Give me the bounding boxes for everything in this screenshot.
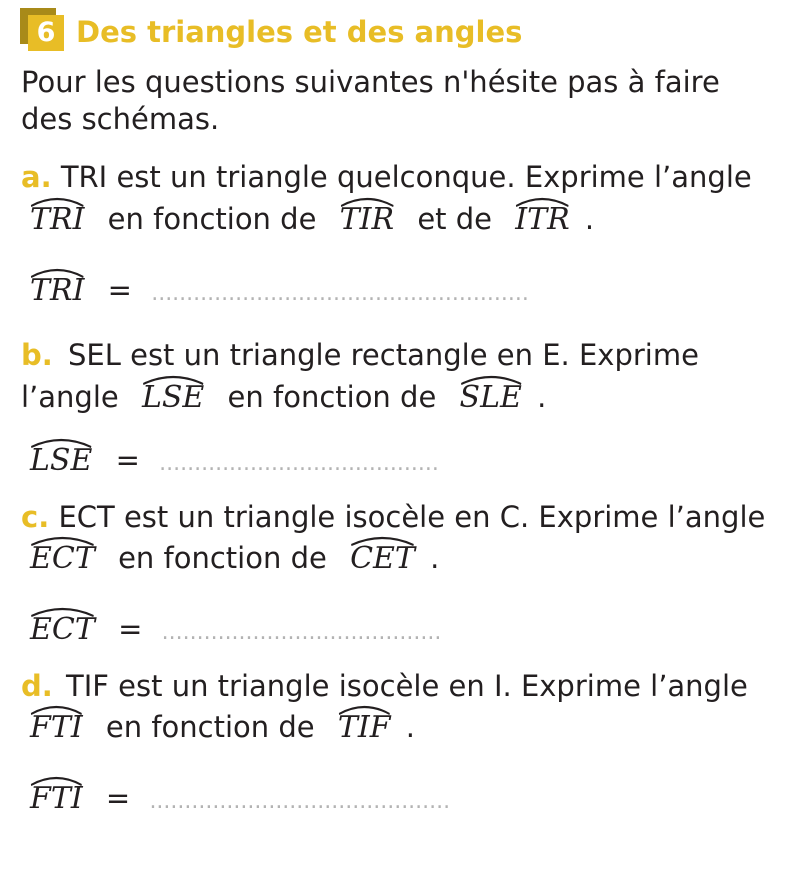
angle-fti: FTI	[30, 710, 83, 746]
exercise-title: Des triangles et des angles	[76, 15, 523, 49]
question-d-mid: en fonction de	[105, 710, 315, 744]
question-c-line-2	[30, 540, 439, 577]
question-c-end: .	[430, 541, 440, 575]
question-b-end: .	[537, 380, 547, 414]
question-c-text: ECT est un triangle isocèle en C. Exprime l’angle	[58, 500, 766, 534]
answer-c-angle: ECT	[30, 612, 95, 648]
question-d-line-1	[21, 668, 748, 704]
question-a-join: et de	[417, 202, 492, 236]
question-d-label: d.	[21, 669, 53, 703]
question-a-end: .	[584, 202, 595, 236]
answer-b-equals: =	[115, 443, 140, 477]
question-b-prefix: l’angle	[21, 380, 119, 414]
answer-c-equals: =	[118, 612, 143, 646]
question-a-text: TRI est un triangle quelconque. Exprime l’angle	[60, 160, 752, 194]
exercise-number: 6	[28, 15, 64, 51]
answer-b-field[interactable]: ........................................	[159, 451, 439, 476]
answer-d-angle: FTI	[30, 781, 83, 817]
question-a-line-2	[30, 201, 594, 238]
question-b-text: SEL est un triangle rectangle en E. Exprime	[68, 338, 699, 372]
answer-d-field[interactable]: ...........................................	[149, 789, 451, 814]
question-a-mid: en fonction de	[107, 202, 317, 236]
question-b-label: b.	[21, 338, 53, 372]
question-b-line-2	[21, 379, 546, 416]
exercise-header	[20, 8, 720, 52]
angle-ect: ECT	[30, 541, 95, 577]
intro-line-1: Pour les questions suivantes n'hésite pas à faire	[21, 65, 720, 99]
angle-tri: TRI	[30, 202, 84, 238]
angle-lse: LSE	[142, 380, 204, 416]
question-b-line-1	[21, 337, 699, 373]
answer-c-field[interactable]: ........................................	[161, 620, 442, 645]
angle-tif: TIF	[338, 710, 391, 746]
angle-itr: ITR	[515, 202, 569, 238]
question-a-line-1	[21, 159, 752, 195]
answer-d-line	[30, 780, 450, 820]
angle-cet: CET	[350, 541, 415, 577]
question-d-end: .	[405, 710, 415, 744]
answer-a-angle: TRI	[30, 273, 84, 309]
question-d-text: TIF est un triangle isocèle en I. Exprime l’angle	[66, 669, 748, 703]
question-c-label: c.	[21, 500, 50, 534]
answer-c-line	[30, 611, 441, 651]
angle-tir: TIR	[340, 202, 394, 238]
question-d-line-2	[30, 709, 415, 746]
question-a-label: a.	[21, 160, 52, 194]
angle-sle: SLE	[460, 380, 522, 416]
answer-d-equals: =	[105, 781, 131, 815]
question-c-mid: en fonction de	[118, 541, 327, 575]
question-b-mid: en fonction de	[227, 380, 437, 414]
answer-a-line	[30, 272, 529, 312]
answer-b-line	[30, 442, 439, 482]
answer-b-angle: LSE	[30, 443, 92, 479]
answer-a-field[interactable]: ......................................................	[151, 281, 529, 306]
intro-line-2: des schémas.	[21, 102, 220, 136]
answer-a-equals: =	[107, 273, 132, 307]
question-c-line-1	[21, 499, 765, 535]
